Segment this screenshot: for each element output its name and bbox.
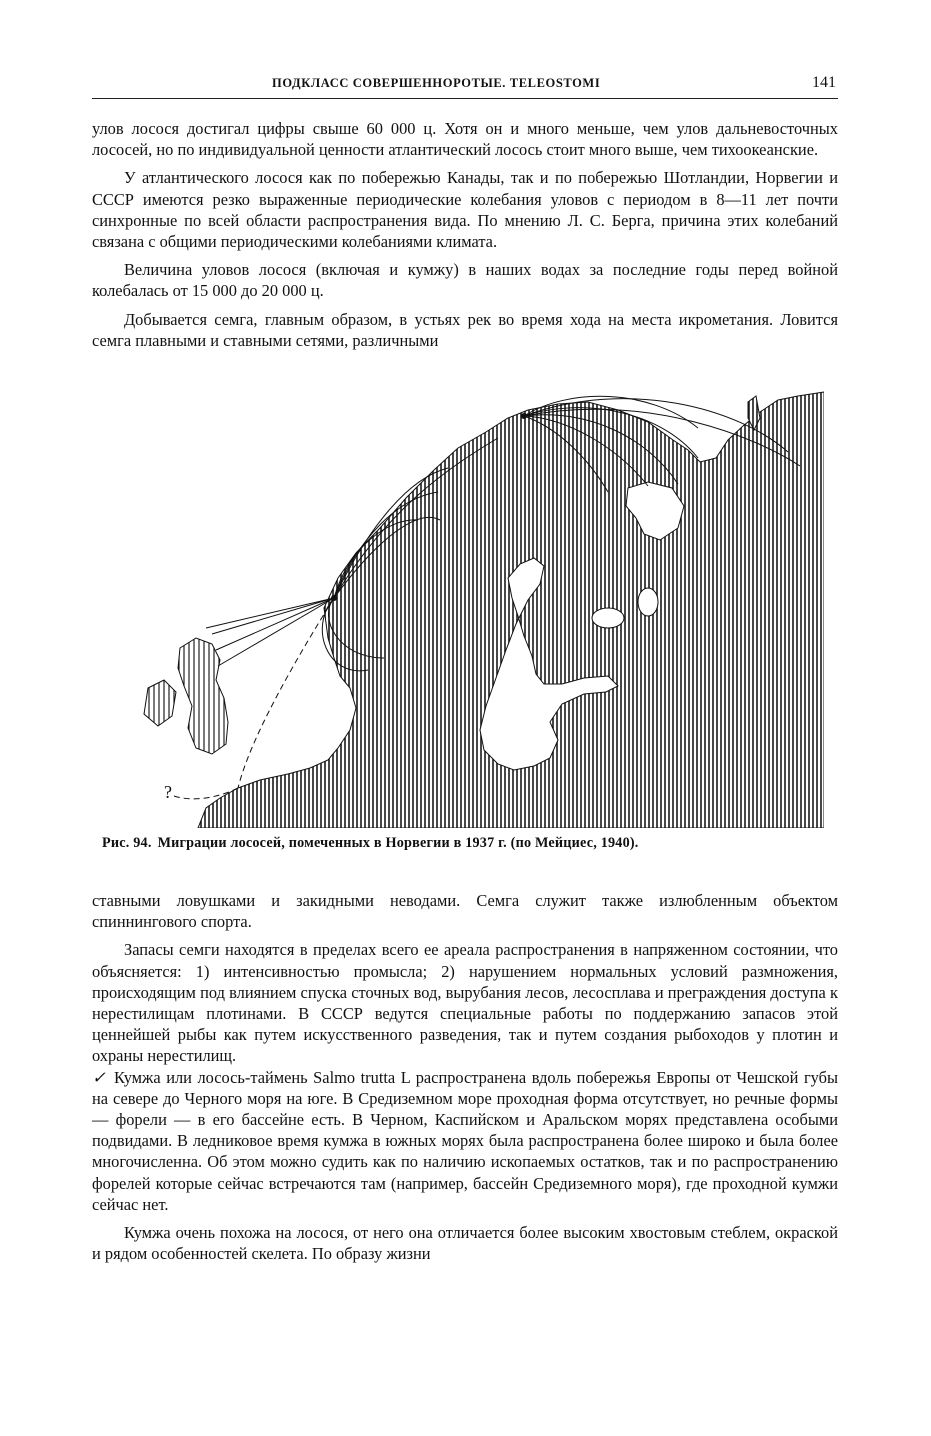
running-head [92,74,838,99]
lake-ladoga [592,608,624,628]
landmass-britain [178,638,228,754]
map-question-mark: ? [164,782,172,802]
tagging-point-north [521,413,527,419]
caption-text: Миграции лососей, помеченных в Норвегии в 1937 г. (по Мейциес, 1940). [157,835,639,851]
paragraph: Величина уловов лосося (включая и кумжу) в наших водах за последние годы перед войной колебалась от 15 000 до 20 000 ц. [92,260,838,301]
lake-onega [638,588,658,616]
paragraph: ставными ловушками и закидными неводами. Семга служит также излюбленным объектом спиннингового спорта. [92,891,838,932]
figure-caption [102,835,639,852]
paragraph: улов лосося достигал цифры свыше 60 000 ц. Хотя он и много меньше, чем улов дальневосточных лососей, но по индивидуальной ценности атлантический лосось стоит много выше, чем тихоокеанские. [92,119,838,160]
text-block-bottom [92,890,838,1264]
margin-check-mark: ✓ [92,1067,106,1087]
text-block-top [92,118,838,351]
paragraph [92,1067,838,1215]
caption-number: Рис. 94. [102,835,152,851]
landmass-ireland [144,680,176,726]
migration-map-figure [88,388,824,828]
paragraph-text: Кумжа или лосось-таймень Salmo trutta L распространена вдоль побережья Европы от Чешской губы на севере до Черного моря на юге. В Средиземном море проходная форма отсутствует, но речные формы — форели — в его бассейне есть. В Черном, Каспийском и Аральском морях представлена особыми подвидами. В ледниковое время кумжа в южных морях была распространена более широко и была более многочисленна. Об этом можно судить как по наличию ископаемых остатков, так и по распространению форелей которые сейчас встречаются там (например, бассейн Средиземного моря), где проходной кумжи сейчас нет. [92,1067,838,1214]
paragraph: Кумжа очень похожа на лосося, от него она отличается более высоким хвостовым стеблем, окраской и рядом особенностей скелета. По образу жизни [92,1223,838,1264]
page-number: 141 [812,74,836,91]
migration-map [88,388,824,828]
running-title: ПОДКЛАСС СОВЕРШЕННОРОТЫЕ. TELEOSTOMI [272,76,601,90]
paragraph: Добывается семга, главным образом, в устьях рек во время хода на места икрометания. Ловится семга плавными и ставными сетями, различными [92,309,838,350]
paragraph: У атлантического лосося как по побережью Канады, так и по побережью Шотландии, Норвегии и СССР имеются резко выраженные периодические колебания уловов с периодом в 8—11 лет почти синхронные по всей области распространения вида. По мнению Л. С. Берга, причина этих колебаний связана с общими периодическими колебаниями климата. [92,168,838,252]
tagging-point-norway [331,595,337,601]
paragraph: Запасы семги находятся в пределах всего ее ареала распространения в напряженном состоянии, что объясняется: 1) интенсивностью промысла; 2) нарушением нормальных условий размножения, происходящим под влиянием спуска сточных вод, вырубания лесов, лесосплава и преграждения доступа к нерестилищам плотинами. В СССР ведутся специальные работы по поддержанию запасов этой ценнейшей рыбы как путем искусственного разведения, так и путем создания рыбоходов у плотин и охраны нерестилищ. [92,940,838,1066]
